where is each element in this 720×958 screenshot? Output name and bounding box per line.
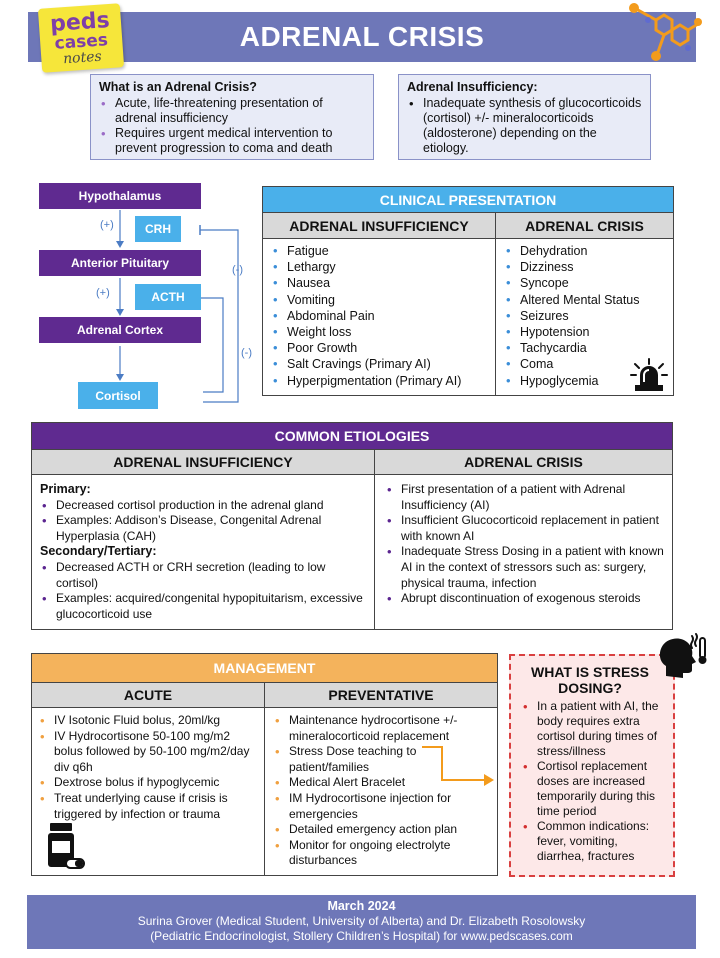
- preventative-item: • Stress Dose teaching to patient/families: [273, 744, 491, 775]
- primary-label: Primary:: [40, 482, 91, 496]
- crh-box: CRH: [135, 216, 181, 242]
- logo-line1: peds: [49, 7, 111, 37]
- what-is-title: What is an Adrenal Crisis?: [99, 80, 257, 94]
- preventative-item: • Detailed emergency action plan: [273, 822, 491, 838]
- alarm-light-icon: [629, 357, 669, 393]
- crisis-cause-item: • Insufficient Glucocorticoid replacement in patient with known AI: [385, 513, 664, 544]
- preventative-header: PREVENTATIVE: [265, 683, 497, 707]
- head-thermometer-icon: [656, 632, 712, 680]
- crisis-cause-item: • Inadequate Stress Dosing in a patient with known AI in the context of stressors such as: surgery, physical trauma, infection: [385, 544, 664, 591]
- stress-dose-arrow: [420, 744, 500, 790]
- adrenal-cortex-box: Adrenal Cortex: [39, 317, 201, 343]
- symptom-item: • Dizziness: [504, 259, 673, 275]
- insufficiency-definition-box: [398, 74, 651, 160]
- stress-dosing-box: [509, 654, 675, 877]
- symptom-item: • Tachycardia: [504, 340, 673, 356]
- symptom-item: • Abdominal Pain: [271, 308, 495, 324]
- preventative-item: • IM Hydrocortisone injection for emergencies: [273, 791, 491, 822]
- symptom-item: • Altered Mental Status: [504, 292, 673, 308]
- symptom-item: • Salt Cravings (Primary AI): [271, 356, 495, 372]
- etiologies-crisis-header: ADRENAL CRISIS: [375, 450, 672, 474]
- acth-stimulation-sign: (+): [96, 287, 110, 299]
- acute-header: ACUTE: [32, 683, 265, 707]
- symptom-item: • Coma: [504, 356, 673, 372]
- symptom-item: • Nausea: [271, 275, 495, 291]
- preventative-item: • Medical Alert Bracelet: [273, 775, 491, 791]
- symptom-item: • Lethargy: [271, 259, 495, 275]
- preventative-item: • Monitor for ongoing electrolyte disturbances: [273, 838, 491, 869]
- symptom-item: • Weight loss: [271, 324, 495, 340]
- acth-box: ACTH: [135, 284, 201, 310]
- acute-item: • Treat underlying cause if crisis is triggered by infection or trauma: [38, 791, 258, 822]
- secondary-item: • Examples: acquired/congenital hypopituitarism, excessive glucocorticoid use: [40, 591, 368, 622]
- footer-credits: [27, 895, 696, 949]
- footer-authors: Surina Grover (Medical Student, University of Alberta) and Dr. Elizabeth Rosolowsky: [137, 914, 586, 928]
- page-title: ADRENAL CRISIS: [239, 21, 485, 52]
- anterior-pituitary-box: Anterior Pituitary: [39, 250, 201, 276]
- etiologies-table: [31, 422, 673, 630]
- molecule-icon: [618, 2, 702, 68]
- crh-feedback-sign: (-): [232, 264, 243, 276]
- header-banner: [28, 12, 696, 62]
- what-is-item: • Acute, life-threatening presentation of adrenal insufficiency: [99, 96, 365, 126]
- cortisol-box: Cortisol: [78, 382, 158, 409]
- stress-item: • In a patient with AI, the body requires extra cortisol during times of stress/illness: [521, 699, 665, 759]
- clinical-presentation-table: [262, 186, 674, 396]
- symptom-item: • Syncope: [504, 275, 673, 291]
- secondary-item: • Decreased ACTH or CRH secretion (leading to low cortisol): [40, 560, 368, 591]
- symptom-item: • Poor Growth: [271, 340, 495, 356]
- clinical-insufficiency-header: ADRENAL INSUFFICIENCY: [263, 213, 496, 238]
- clinical-crisis-header: ADRENAL CRISIS: [496, 213, 673, 238]
- acute-item: • Dextrose bolus if hypoglycemic: [38, 775, 258, 791]
- crh-stimulation-sign: (+): [100, 219, 114, 231]
- etiologies-title: COMMON ETIOLOGIES: [32, 423, 672, 449]
- hypothalamus-box: Hypothalamus: [39, 183, 201, 209]
- acth-feedback-sign: (-): [241, 347, 252, 359]
- crisis-cause-item: • First presentation of a patient with Adrenal Insufficiency (AI): [385, 482, 664, 513]
- pedscases-logo: [38, 3, 124, 73]
- primary-item: • Decreased cortisol production in the adrenal gland: [40, 498, 368, 514]
- clinical-presentation-title: CLINICAL PRESENTATION: [263, 187, 673, 213]
- symptom-item: • Hyperpigmentation (Primary AI): [271, 373, 495, 389]
- logo-line2: cases: [53, 29, 109, 54]
- what-is-crisis-box: [90, 74, 374, 160]
- symptom-item: • Dehydration: [504, 243, 673, 259]
- symptom-item: • Seizures: [504, 308, 673, 324]
- etiologies-insufficiency-header: ADRENAL INSUFFICIENCY: [32, 450, 375, 474]
- symptom-item: • Hypotension: [504, 324, 673, 340]
- insufficiency-symptom-list: [271, 243, 495, 389]
- footer-affiliation: (Pediatric Endocrinologist, Stollery Children’s Hospital) for www.pedscases.com: [150, 929, 573, 943]
- acute-item: • IV Hydrocortisone 50-100 mg/m2 bolus followed by 50-100 mg/m2/day div q6h: [38, 729, 258, 776]
- stress-item: • Common indications: fever, vomiting, diarrhea, fractures: [521, 819, 665, 864]
- management-title: MANAGEMENT: [32, 654, 497, 682]
- symptom-item: • Fatigue: [271, 243, 495, 259]
- stress-dosing-title: WHAT IS STRESS DOSING?: [531, 664, 649, 696]
- symptom-item: • Hypoglycemia: [504, 373, 673, 389]
- stress-item: • Cortisol replacement doses are increased temporarily during this time period: [521, 759, 665, 819]
- crisis-cause-item: • Abrupt discontinuation of exogenous steroids: [385, 591, 664, 607]
- footer-date: March 2024: [327, 899, 396, 913]
- primary-item: • Examples: Addison’s Disease, Congenital Adrenal Hyperplasia (CAH): [40, 513, 368, 544]
- pill-bottle-icon: [46, 821, 86, 871]
- what-is-item: • Requires urgent medical intervention to prevent progression to coma and death: [99, 126, 365, 156]
- symptom-item: • Vomiting: [271, 292, 495, 308]
- insufficiency-def-item: • Inadequate synthesis of glucocorticoids (cortisol) +/- mineralocorticoids (aldosterone) depending on the etiology.: [407, 96, 642, 156]
- preventative-item: • Maintenance hydrocortisone +/- mineralocorticoid replacement: [273, 713, 491, 744]
- secondary-label: Secondary/Tertiary:: [40, 544, 157, 559]
- insufficiency-def-title: Adrenal Insufficiency:: [407, 80, 538, 94]
- logo-line3: notes: [62, 48, 103, 67]
- acute-item: • IV Isotonic Fluid bolus, 20ml/kg: [38, 713, 258, 729]
